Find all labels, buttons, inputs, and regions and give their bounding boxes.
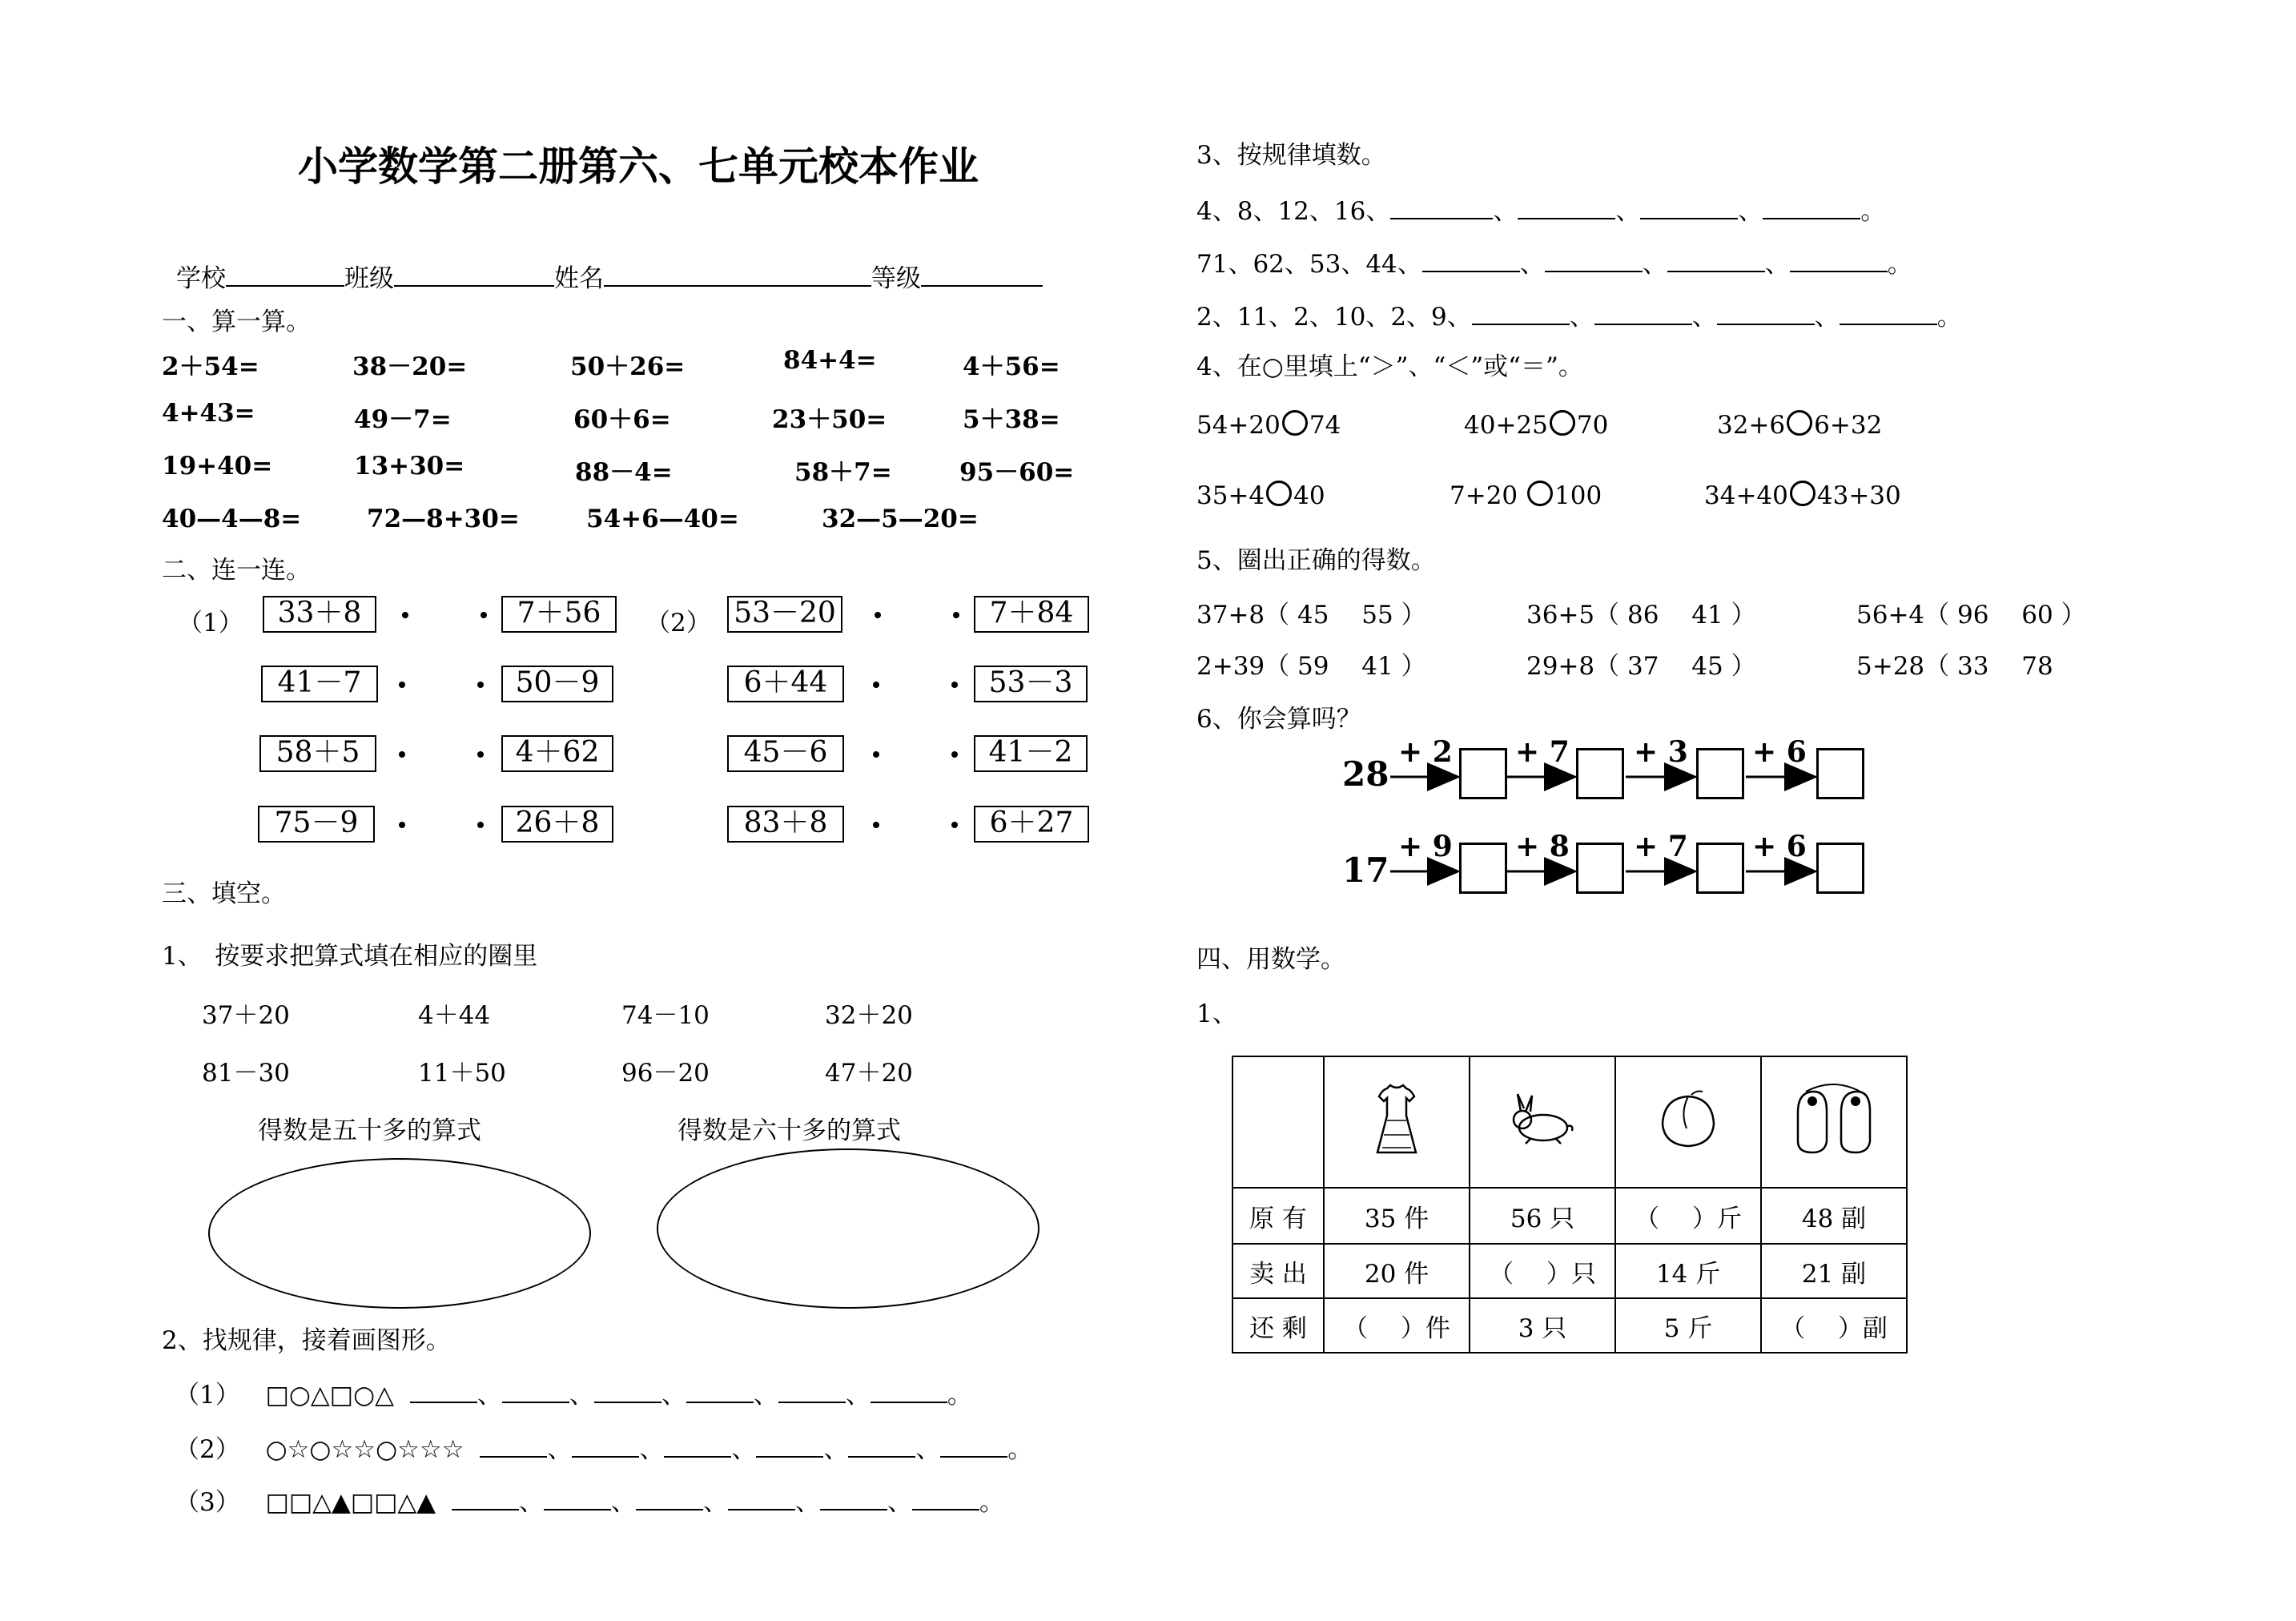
pattern-number-heading: 3、按规律填数。 <box>1196 141 1386 170</box>
pattern-shapes: ○☆○☆☆○☆☆☆ <box>265 1435 464 1464</box>
expr-item: 37＋20 <box>202 1001 290 1030</box>
calc-item: 58＋7= <box>794 458 892 487</box>
choice-item[interactable]: 36+5（ 86 41 ） <box>1526 601 1756 629</box>
compare-left: 7+20 <box>1450 481 1526 510</box>
compare-right: 100 <box>1554 481 1602 510</box>
table-cell: 56 只 <box>1470 1188 1615 1244</box>
fill-question-2: 2、找规律，接着画图形。 <box>162 1326 451 1355</box>
calc-item: 60＋6= <box>573 405 671 434</box>
match-left-box[interactable]: 58＋5 <box>259 735 376 772</box>
chain-start: 17 <box>1342 851 1389 890</box>
rabbit-icon <box>1506 1091 1578 1147</box>
row-label: 卖 出 <box>1232 1244 1324 1298</box>
calc-item: 40—4—8= <box>162 505 302 533</box>
expr-item: 47＋20 <box>825 1059 913 1088</box>
match-left-box[interactable]: 33＋8 <box>263 596 376 633</box>
match-right-box[interactable]: 7＋84 <box>974 596 1089 633</box>
compare-heading: 4、在○里填上“＞”、“＜”或“＝”。 <box>1196 352 1583 381</box>
sequence-row: 4、8、12、16、 、 、 、 。 <box>1196 197 1886 226</box>
expr-item: 74－10 <box>621 1001 710 1030</box>
pattern-label: （2） <box>175 1435 240 1464</box>
choice-item[interactable]: 2+39（ 59 41 ） <box>1196 652 1426 681</box>
mittens-icon <box>1790 1079 1878 1159</box>
pattern-row: （3） □□△▲□□△▲ 、 、 、 、 、 。 <box>175 1488 1004 1517</box>
calc-item: 2＋54= <box>162 352 259 381</box>
compare-left: 35+4 <box>1196 481 1265 510</box>
match-right-box[interactable]: 6＋27 <box>974 806 1089 843</box>
match-left-box[interactable]: 6＋44 <box>727 666 844 702</box>
sequence-row: 2、11、2、10、2、9、 、 、 、 。 <box>1196 303 1962 332</box>
expr-item: 96－20 <box>621 1059 710 1088</box>
table-header-empty <box>1232 1056 1324 1188</box>
table-header-cell <box>1615 1056 1761 1188</box>
calc-item: 13+30= <box>354 452 465 481</box>
table-cell: 5 斤 <box>1615 1298 1761 1353</box>
match-left-box[interactable]: 53－20 <box>727 596 842 633</box>
pattern-row: （2） ○☆○☆☆○☆☆☆ 、 、 、 、 、 。 <box>175 1435 1033 1464</box>
choice-item[interactable]: 56+4（ 96 60 ） <box>1856 601 2086 629</box>
class-label: 班级 <box>344 264 394 293</box>
page-title: 小学数学第二册第六、七单元校本作业 <box>298 143 979 190</box>
group2-label: （2） <box>645 609 711 638</box>
section1-heading: 一、算一算。 <box>162 308 311 336</box>
chain-op: + 7 <box>1634 830 1688 863</box>
table-cell: 48 副 <box>1761 1188 1907 1244</box>
expr-item: 32＋20 <box>825 1001 913 1030</box>
sequence-start: 4、8、12、16、 <box>1196 197 1391 226</box>
table-cell: 14 斤 <box>1615 1244 1761 1298</box>
oval1-label: 得数是五十多的算式 <box>258 1116 481 1145</box>
table-cell[interactable]: （ ）斤 <box>1615 1188 1761 1244</box>
row-label: 还 剩 <box>1232 1298 1324 1353</box>
sequence-start: 71、62、53、44、 <box>1196 250 1422 279</box>
compare-right: 74 <box>1309 411 1341 440</box>
compare-left: 54+20 <box>1196 411 1281 440</box>
fill-question-1: 1、 按要求把算式填在相应的圈里 <box>162 942 538 971</box>
calc-item: 72—8+30= <box>367 505 520 533</box>
pattern-shapes: □□△▲□□△▲ <box>265 1488 436 1517</box>
calc-item: 54+6—40= <box>586 505 739 533</box>
school-label: 学校 <box>176 264 226 293</box>
grade-label: 等级 <box>871 264 921 293</box>
table-header-cell <box>1324 1056 1470 1188</box>
peach-icon <box>1656 1087 1720 1151</box>
match-left-box[interactable]: 75－9 <box>258 806 375 843</box>
group1-label: （1） <box>178 609 243 638</box>
name-label: 姓名 <box>554 264 604 293</box>
calc-item: 23＋50= <box>772 405 887 434</box>
calc-item: 38－20= <box>352 352 468 381</box>
section4-heading: 四、用数学。 <box>1196 945 1345 974</box>
dress-icon <box>1373 1079 1421 1159</box>
compare-left: 32+6 <box>1717 411 1786 440</box>
compare-right: 6+32 <box>1814 411 1883 440</box>
expr-item: 4＋44 <box>418 1001 491 1030</box>
chain-op: + 2 <box>1398 735 1453 769</box>
calc-item: 4+43= <box>162 399 255 428</box>
calc-item: 5＋38= <box>963 405 1060 434</box>
match-right-box[interactable]: 7＋56 <box>501 596 617 633</box>
compare-left: 34+40 <box>1704 481 1788 510</box>
expr-item: 81－30 <box>202 1059 290 1088</box>
match-left-box[interactable]: 45－6 <box>727 735 844 772</box>
chain-op: + 7 <box>1515 735 1570 769</box>
table-cell[interactable]: （ ）件 <box>1324 1298 1470 1353</box>
pattern-shapes: □○△□○△ <box>265 1381 394 1410</box>
compare-right: 70 <box>1576 411 1609 440</box>
chain-start: 28 <box>1342 754 1389 794</box>
table-cell[interactable]: （ ）副 <box>1761 1298 1907 1353</box>
chain-op: + 3 <box>1634 735 1688 769</box>
table-cell: 21 副 <box>1761 1244 1907 1298</box>
match-right-box[interactable]: 26＋8 <box>501 806 613 843</box>
word-problem-1: 1、 <box>1196 1000 1237 1028</box>
section2-heading: 二、连一连。 <box>162 556 311 585</box>
choice-item[interactable]: 5+28（ 33 78 <box>1856 652 2053 681</box>
match-right-box[interactable]: 41－2 <box>974 735 1088 772</box>
compare-left: 40+25 <box>1464 411 1548 440</box>
table-header-cell <box>1761 1056 1907 1188</box>
compare-right: 40 <box>1293 481 1325 510</box>
chain-op: + 9 <box>1398 830 1453 863</box>
pattern-label: （3） <box>175 1488 240 1517</box>
circle-answer-heading: 5、圈出正确的得数。 <box>1196 546 1436 575</box>
table-cell: 20 件 <box>1324 1244 1470 1298</box>
compare-right: 43+30 <box>1816 481 1901 510</box>
row-label: 原 有 <box>1232 1188 1324 1244</box>
chain-op: + 6 <box>1752 735 1807 769</box>
sequence-row: 71、62、53、44、 、 、 、 。 <box>1196 250 1912 279</box>
table-cell[interactable]: （ ）只 <box>1470 1244 1615 1298</box>
sequence-start: 2、11、2、10、2、9、 <box>1196 303 1472 332</box>
match-left-box[interactable]: 83＋8 <box>727 806 844 843</box>
calc-item: 49－7= <box>354 405 452 434</box>
expr-item: 11＋50 <box>418 1059 506 1088</box>
chain-heading: 6、你会算吗？ <box>1196 705 1361 734</box>
choice-item[interactable]: 29+8（ 37 45 ） <box>1526 652 1756 681</box>
table-cell: 35 件 <box>1324 1188 1470 1244</box>
calc-item: 19+40= <box>162 452 273 481</box>
data-table <box>1232 1056 1908 1354</box>
match-right-box[interactable]: 4＋62 <box>501 735 613 772</box>
pattern-row: （1） □○△□○△ 、 、 、 、 、 。 <box>175 1381 972 1410</box>
match-right-box[interactable]: 50－9 <box>501 666 613 702</box>
calc-item: 4＋56= <box>963 352 1060 381</box>
match-left-box[interactable]: 41－7 <box>261 666 378 702</box>
table-header-cell <box>1470 1056 1615 1188</box>
chain-op: + 8 <box>1515 830 1570 863</box>
calc-item: 32—5—20= <box>822 505 979 533</box>
table-cell: 3 只 <box>1470 1298 1615 1353</box>
calc-item: 84+4= <box>783 346 877 375</box>
chain-op: + 6 <box>1752 830 1807 863</box>
oval2-label: 得数是六十多的算式 <box>678 1116 901 1145</box>
calc-item: 95－60= <box>959 458 1075 487</box>
choice-item[interactable]: 37+8（ 45 55 ） <box>1196 601 1426 629</box>
match-right-box[interactable]: 53－3 <box>974 666 1088 702</box>
calc-item: 88－4= <box>575 458 673 487</box>
calc-item: 50＋26= <box>570 352 686 381</box>
section3-heading: 三、填空。 <box>162 879 286 908</box>
pattern-label: （1） <box>175 1381 240 1410</box>
